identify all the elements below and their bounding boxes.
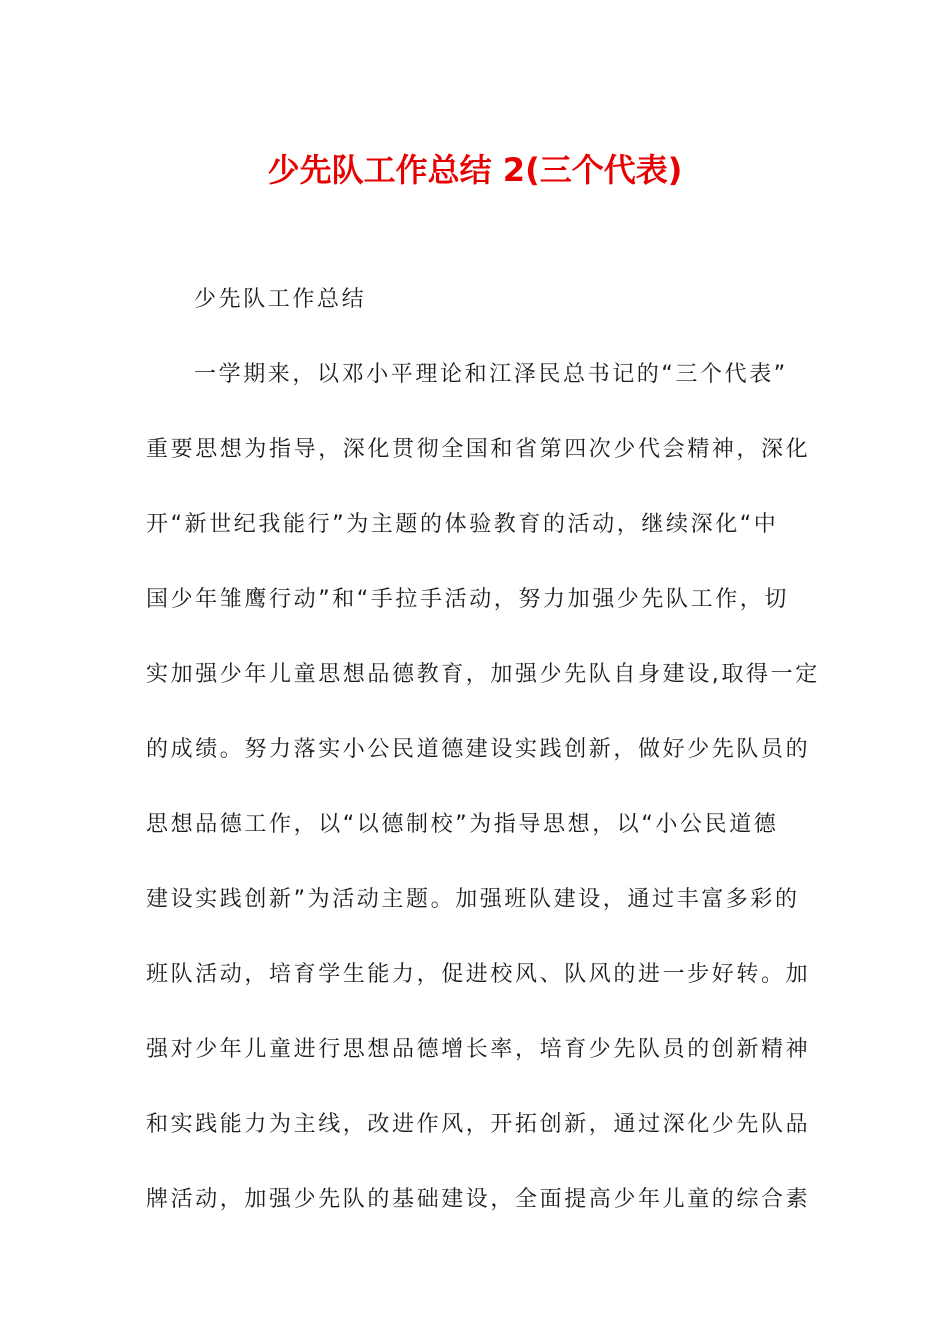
subheading: 少先队工作总结	[194, 287, 367, 312]
document-body	[146, 262, 820, 1237]
paragraph-line: 建设实践创新”为活动主题。加强班队建设，通过丰富多彩的	[146, 887, 800, 912]
document-title: 少先队工作总结 2(三个代表)	[267, 151, 683, 189]
paragraph-line: 和实践能力为主线，改进作风，开拓创新，通过深化少先队品	[146, 1112, 811, 1137]
paragraph-line: 实加强少年儿童思想品德教育，加强少先队自身建设,取得一定	[146, 662, 820, 687]
paragraph-line: 的成绩。努力落实小公民道德建设实践创新，做好少先队员的	[146, 737, 811, 762]
paragraph-line: 思想品德工作，以“以德制校”为指导思想，以“小公民道德	[146, 812, 779, 837]
paragraph-line: 牌活动，加强少先队的基础建设，全面提高少年儿童的综合素	[146, 1187, 811, 1212]
paragraph-line: 重要思想为指导，深化贯彻全国和省第四次少代会精神，深化	[146, 437, 811, 462]
paragraph-line: 班队活动，培育学生能力，促进校风、队风的进一步好转。加	[146, 962, 811, 987]
paragraph-line: 强对少年儿童进行思想品德增长率，培育少先队员的创新精神	[146, 1037, 811, 1062]
paragraph-line: 一学期来，以邓小平理论和江泽民总书记的“三个代表”	[194, 362, 788, 387]
paragraph-line: 国少年雏鹰行动”和“手拉手活动，努力加强少先队工作，切	[146, 587, 789, 612]
paragraph-line: 开“新世纪我能行”为主题的体验教育的活动，继续深化“中	[146, 512, 779, 537]
